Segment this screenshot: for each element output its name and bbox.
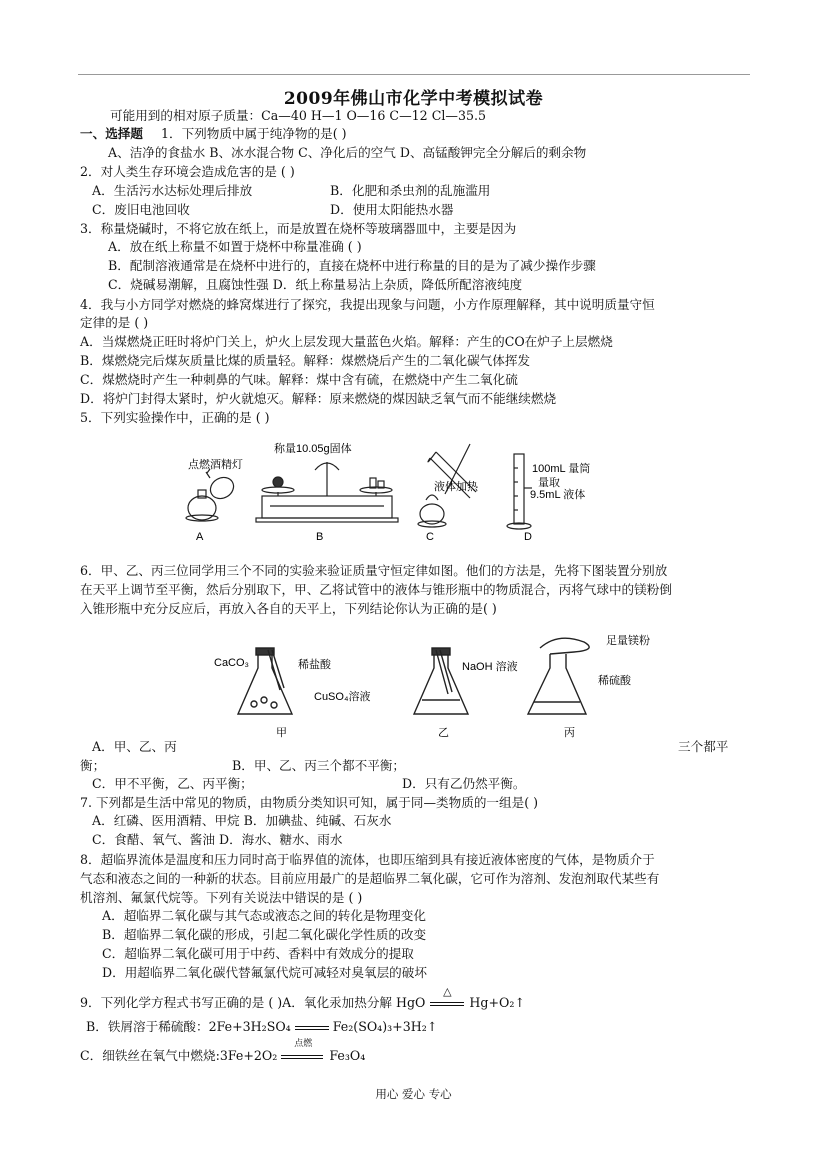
fig-a-letter: A	[196, 531, 204, 543]
q4-option-d: D．将炉门封得太紧时，炉火就熄灭。解释：原来燃烧的煤因缺乏氧气而不能继续燃烧	[80, 391, 557, 406]
q4-stem-2: 定律的是 ( )	[80, 315, 149, 330]
q9-b-products: Fe₂(SO₄)₃+3H₂↑	[332, 1019, 438, 1034]
q9-a-product: Hg+O₂↑	[469, 995, 525, 1010]
q3-option-cd: C．烧碱易潮解，且腐蚀性强 D．纸上称量易沾上杂质，降低所配溶液纯度	[108, 277, 523, 292]
page-title: 2009年佛山市化学中考模拟试卷	[283, 89, 544, 109]
atomic-masses: 可能用到的相对原子质量：Ca—40 H—1 O—16 C—12 Cl—35.5	[110, 108, 486, 123]
q1-line	[80, 125, 347, 143]
fig-b-letter: B	[316, 531, 324, 543]
q2-option-a: A．生活污水达标处理后排放	[92, 183, 253, 198]
fig-a-label: 点燃酒精灯	[188, 459, 243, 471]
header-rule	[78, 74, 750, 75]
q9-b-reactants: B．铁屑溶于稀硫酸：2Fe+3H₂SO₄	[86, 1019, 291, 1034]
fig-c-label: 液体加热	[434, 481, 478, 493]
fig-d-letter: D	[524, 531, 532, 543]
q6-stem-2: 在天平上调节至平衡，然后分别取下，甲、乙将试管中的液体与锥形瓶中的物质混合，丙将气球中的镁粉倒	[80, 582, 672, 597]
label-hcl: 稀盐酸	[298, 659, 331, 671]
flask-bing	[528, 638, 589, 714]
q5-stem: 5．下列实验操作中，正确的是 ( )	[80, 410, 270, 425]
q4-option-c: C．煤燃烧时产生一种刺鼻的气味。解释：煤中含有硫，在燃烧中产生二氧化硫	[80, 372, 518, 387]
q9-line-a	[80, 985, 525, 1012]
q6-figure	[210, 628, 670, 742]
label-h2so4: 稀硫酸	[598, 675, 631, 687]
q4-option-a: A．当煤燃烧正旺时将炉门关上，炉火上层发现大量蓝色火焰。解释：产生的CO在炉子上层燃烧	[80, 334, 613, 349]
label-mg: 足量镁粉	[606, 635, 650, 647]
label-caco3: CaCO₃	[214, 657, 250, 669]
q7-option-ab: A．红磷、医用酒精、甲烷 B．加碘盐、纯碱、石灰水	[92, 813, 392, 828]
q3-option-b: B．配制溶液通常是在烧杯中进行的，直接在烧杯中进行称量的目的是为了减少操作步骤	[108, 258, 596, 273]
heat-symbol: △	[443, 985, 452, 998]
fig-c-letter: C	[426, 531, 434, 543]
q8-stem-3: 机溶剂、氟氯代烷等。下列有关说法中错误的是 ( )	[80, 890, 363, 905]
q3-stem: 3．称量烧碱时，不将它放在纸上，而是放置在烧杯等玻璃器皿中，主要是因为	[80, 221, 517, 236]
q1-options: A、洁净的食盐水 B、冰水混合物 C、净化后的空气 D、高锰酸钾完全分解后的剩余物	[108, 145, 587, 160]
q6-option-a-tail: 三个都平	[678, 739, 729, 754]
q2-stem: 2．对人类生存环境会造成危害的是 ( )	[80, 164, 295, 179]
fig-d-label-2: 量取	[538, 477, 560, 489]
q8-option-d: D．用超临界二氧化碳代替氟氯代烷可减轻对臭氧层的破坏	[102, 965, 427, 980]
fig-d-label-3: 9.5mL 液体	[530, 489, 586, 501]
label-naoh: NaOH 溶液	[462, 661, 518, 673]
q7-option-cd: C．食醋、氧气、酱油 D．海水、糖水、雨水	[92, 832, 343, 847]
heat-arrow	[429, 985, 465, 1012]
fig-d-cylinder	[507, 454, 532, 529]
q4-option-b: B．煤燃烧完后煤灰质量比煤的质量轻。解释：煤燃烧后产生的二氧化碳气体挥发	[80, 353, 531, 368]
page-footer: 用心 爱心 专心	[375, 1087, 452, 1101]
equals-sign	[295, 1026, 329, 1030]
q8-option-c: C．超临界二氧化碳可用于中药、香料中有效成分的提取	[102, 946, 414, 961]
q8-stem-2: 气态和液态之间的一种新的状态。目前应用最广的是超临界二氧化碳，它可作为溶剂、发泡剂取代某些有	[80, 871, 660, 886]
q9-line-b	[86, 1018, 437, 1036]
fig-b-label: 称量10.05g固体	[274, 443, 352, 455]
q6-option-a-tail-2: 衡；	[80, 758, 106, 773]
q8-option-b: B．超临界二氧化碳的形成，引起二氧化碳化学性质的改变	[102, 927, 427, 942]
q3-option-a: A．放在纸上称量不如置于烧杯中称量准确 ( )	[108, 239, 362, 254]
q8-option-a: A．超临界二氧化碳与其气态或液态之间的转化是物理变化	[102, 908, 426, 923]
flask-yi	[414, 648, 468, 714]
label-cuso4: CuSO₄溶液	[314, 691, 371, 703]
label-jia: 甲	[276, 727, 287, 739]
ignite-label: 点燃	[294, 1039, 313, 1049]
q6-option-c: C．甲不平衡，乙、丙平衡；	[92, 776, 253, 791]
fig-a-lamps	[186, 469, 237, 521]
section-heading: 一、选择题	[80, 126, 143, 141]
q4-stem-1: 4．我与小方同学对燃烧的蜂窝煤进行了探究，我提出现象与问题，小方作原理解释，其中说明质量守恒	[80, 297, 655, 312]
q6-option-b: B．甲、乙、丙三个都不平衡；	[232, 758, 405, 773]
q7-stem: 7. 下列都是生活中常见的物质，由物质分类知识可知，属于同—类物质的一组是( )	[80, 795, 539, 810]
q9-c-product: Fe₃O₄	[329, 1048, 366, 1063]
q8-stem-1: 8．超临界流体是温度和压力同时高于临界值的流体，也即压缩到具有接近液体密度的气体，是物质介于	[80, 852, 655, 867]
q6-option-d: D．只有乙仍然平衡。	[402, 776, 526, 791]
q6-option-a: A．甲、乙、丙	[92, 739, 177, 754]
q2-option-b: B．化肥和杀虫剂的乱施滥用	[330, 183, 491, 198]
q6-stem-1: 6．甲、乙、丙三位同学用三个不同的实验来验证质量守恒定律如图。他们的方法是，先将下图装置分别放	[80, 563, 668, 578]
label-bing: 丙	[564, 727, 575, 739]
q9-line-c	[80, 1039, 366, 1065]
q5-figure	[180, 438, 591, 546]
fig-d-label-1: 100mL 量筒	[532, 463, 591, 475]
q9-c-reactants: C．细铁丝在氧气中燃烧:3Fe+2O₂	[80, 1048, 278, 1063]
q2-option-d: D．使用太阳能热水器	[330, 202, 454, 217]
ignite-arrow	[281, 1039, 325, 1065]
q1-stem: 1．下列物质中属于纯净物的是( )	[160, 126, 347, 141]
q6-stem-3: 入锥形瓶中充分反应后，再放入各自的天平上，下列结论你认为正确的是( )	[80, 601, 497, 616]
q9-stem: 9．下列化学方程式书写正确的是 ( )A．氧化汞加热分解 HgO	[80, 995, 426, 1010]
q2-option-c: C．废旧电池回收	[92, 202, 190, 217]
fig-b-balance	[256, 462, 398, 522]
label-yi: 乙	[438, 727, 449, 739]
